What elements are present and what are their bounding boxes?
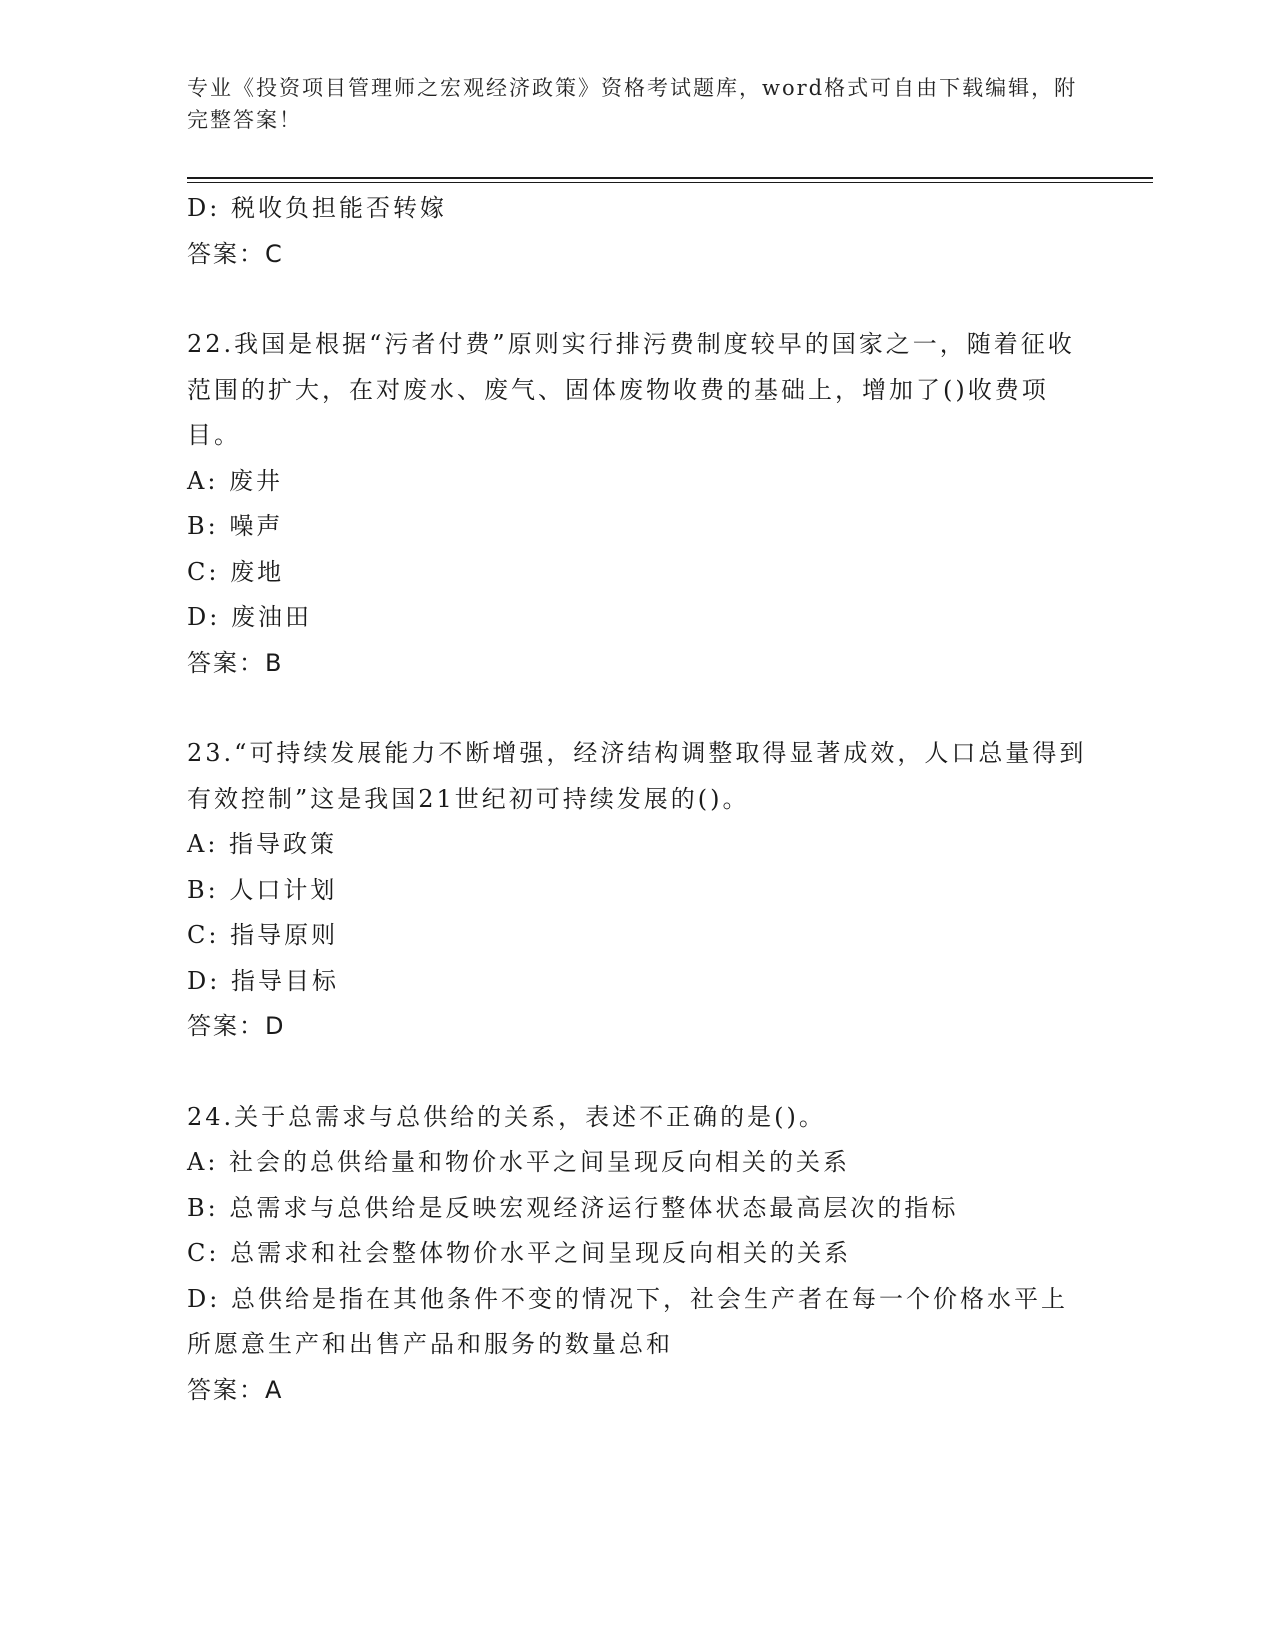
answer-line: 答案：B (187, 648, 284, 677)
header-rule-thin (187, 182, 1153, 183)
question-22 (187, 322, 1087, 686)
option-c: C: 废地 (187, 557, 285, 586)
option-d: D: 废油田 (187, 603, 312, 631)
option-c: C: 指导原则 (187, 921, 339, 949)
option-c: C: 总需求和社会整体物价水平之间呈现反向相关的关系 (187, 1239, 852, 1267)
spacer (187, 686, 1087, 731)
question-24 (187, 1095, 1087, 1414)
option-a: A: 指导政策 (187, 830, 338, 858)
question-stem: 23.“可持续发展能力不断增强，经济结构调整取得显著成效，人口总量得到有效控制”这是我国21世纪初可持续发展的()。 (187, 739, 1087, 813)
option-a: A: 社会的总供给量和物价水平之间呈现反向相关的关系 (187, 1148, 851, 1176)
answer-line: 答案：D (187, 1012, 286, 1040)
answer-line: 答案：C (187, 239, 284, 268)
option-d: D: 指导目标 (187, 966, 339, 995)
question-stem: 24.关于总需求与总供给的关系，表述不正确的是()。 (187, 1102, 826, 1131)
option-d: D: 税收负担能否转嫁 (187, 194, 447, 222)
option-b: B: 噪声 (187, 512, 284, 540)
option-b: B: 总需求与总供给是反映宏观经济运行整体状态最高层次的指标 (187, 1193, 959, 1222)
document-body (187, 186, 1087, 1413)
spacer (187, 277, 1087, 322)
answer-line: 答案：A (187, 1375, 284, 1404)
header-rule-thick (187, 177, 1153, 179)
spacer (187, 1050, 1087, 1095)
document-header: 专业《投资项目管理师之宏观经济政策》资格考试题库，word格式可自由下载编辑，附完整答案！ (187, 76, 1078, 132)
option-d: D: 总供给是指在其他条件不变的情况下，社会生产者在每一个价格水平上所愿意生产和出售产品和服务的数量总和 (187, 1284, 1068, 1358)
option-a: A: 废井 (187, 466, 284, 495)
question-stem: 22.我国是根据“污者付费”原则实行排污费制度较早的国家之一，随着征收范围的扩大，在对废水、废气、固体废物收费的基础上，增加了()收费项目。 (187, 330, 1075, 449)
question-23 (187, 731, 1087, 1050)
option-b: B: 人口计划 (187, 875, 338, 904)
continued-question (187, 186, 1087, 277)
